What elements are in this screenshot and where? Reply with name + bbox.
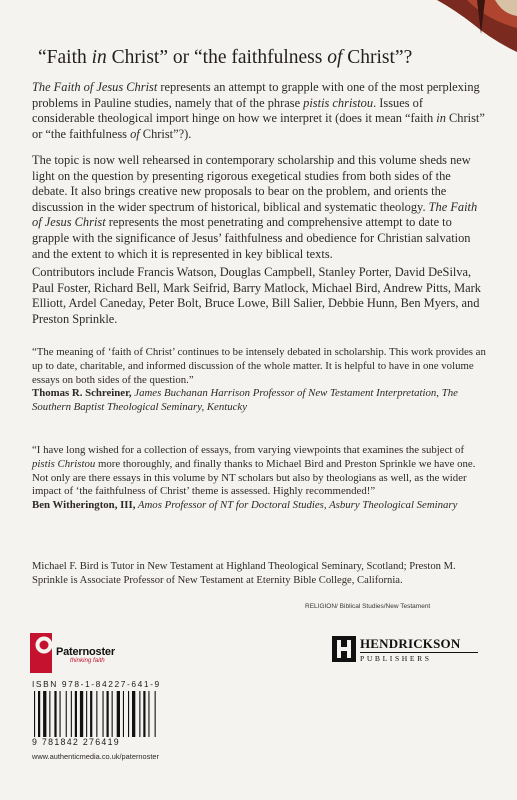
contributors-paragraph: Contributors include Francis Watson, Douglas Campbell, Stanley Porter, David DeSilva, Paul Foster, Richard Bell, Mark Seifrid, Barry Matlock, Michael Bird, Andrew Pitts, Mark Elliott, Ardel Caneday, Peter Bolt, Bruce Lowe, Bill Salier, Debbie Hunn, Ben Myers, and Preston Sprinkle. bbox=[32, 265, 481, 326]
barcode-bar bbox=[103, 691, 104, 737]
paternoster-tagline: thinking faith bbox=[70, 657, 105, 664]
endorsement-text: “The meaning of ‘faith of Christ’ continues to be intensely debated in scholarship. This work provides an up to date, charitable, and informed discussion of the whole matter. It is helpful to have in one volume essays on both sides of the question.” bbox=[32, 346, 486, 386]
barcode-bar bbox=[148, 691, 149, 737]
barcode-bar bbox=[123, 691, 124, 737]
endorsement-schreiner bbox=[32, 346, 487, 415]
barcode-bar bbox=[66, 691, 67, 737]
barcode-bar bbox=[38, 691, 40, 737]
endorsement-witherington: “I have long wished for a collection of essays, from varying viewpoints that examines the subject of pistis Christou more thoroughly, and finally thanks to Michael Bird and Preston Sprinkle we have one. Not only are there essays in this volume by NT scholars but also by theologians as well, as the wider impact of ‘the faithfulness of Christ’ theme is assessed. Highly recommended!” Ben Witherington, III, Amos Professor of NT for Doctoral Studies, Asbury Theological Seminary bbox=[32, 444, 476, 512]
subject-category: RELIGION/ Biblical Studies/New Testament bbox=[305, 603, 431, 610]
barcode-bar bbox=[112, 691, 113, 737]
endorsement-author: Ben Witherington, III, bbox=[32, 499, 136, 512]
barcode-bar bbox=[54, 691, 56, 737]
barcode-bar bbox=[60, 691, 61, 737]
barcode-bar bbox=[43, 691, 46, 737]
barcode-bar bbox=[90, 691, 92, 737]
description-paragraph-1: The Faith of Jesus Christ represents an attempt to grapple with one of the most perplexing problems in Pauline studies, namely that of the phrase pistis christou. Issues of considerable theological import hinge on how we interpret it (does it mean “faith in Christ” or “the faithfulness of Christ”?). bbox=[32, 80, 485, 141]
barcode-bar bbox=[143, 691, 145, 737]
barcode-bar bbox=[128, 691, 129, 737]
hendrickson-wordmark: HENDRICKSON bbox=[360, 636, 461, 651]
barcode-bar bbox=[75, 691, 77, 737]
barcode-bar bbox=[107, 691, 109, 737]
isbn-number: ISBN 978-1-84227-641-9 bbox=[32, 679, 161, 689]
barcode-bar bbox=[49, 691, 50, 737]
paternoster-wordmark: Paternoster bbox=[56, 646, 115, 658]
publisher-url: www.authenticmedia.co.uk/paternoster bbox=[32, 752, 159, 761]
barcode-bar bbox=[96, 691, 97, 737]
barcode-digits: 9 781842 276419 bbox=[32, 737, 120, 747]
barcode-bar bbox=[155, 691, 156, 737]
barcode-bar bbox=[117, 691, 120, 737]
barcode-bar bbox=[86, 691, 87, 737]
barcode-icon bbox=[32, 691, 182, 737]
endorsement-author: Thomas R. Schreiner, bbox=[32, 387, 132, 400]
barcode-bar bbox=[132, 691, 135, 737]
description-paragraph-2: The topic is now well rehearsed in contemporary scholarship and this volume sheds new light on the question by presenting rigorous exegetical studies from both sides of the debate. It also brings creative new proposals to bear on the problem, and orients the discussion in the wider spectrum of historical, biblical and systematic theology. The Faith of Jesus Christ represents the most penetrating and comprehensive attempt to date to grapple with the significance of Jesus’ faithfulness and obedience for Christian salvation and the extent to which it is represented in key biblical texts. bbox=[32, 153, 478, 261]
endorsement-role: Amos Professor of NT for Doctoral Studies, Asbury Theological Seminary bbox=[135, 499, 458, 512]
editors-bio: Michael F. Bird is Tutor in New Testament at Highland Theological Seminary, Scotland; Preston M. Sprinkle is Associate Professor of New Testament at Eternity Bible College, California. bbox=[32, 561, 456, 587]
barcode-bar bbox=[139, 691, 140, 737]
endorsement-role: James Buchanan Harrison Professor of New Testament Interpretation, The Southern Baptist Theological Seminary, Kentucky bbox=[32, 387, 458, 414]
cover-heading: “Faith in Christ” or “the faithfulness of Christ”? bbox=[38, 47, 413, 68]
barcode-bar bbox=[71, 691, 72, 737]
hendrickson-subtitle: PUBLISHERS bbox=[360, 652, 478, 663]
barcode-bar bbox=[80, 691, 83, 737]
barcode-bar bbox=[34, 691, 35, 737]
